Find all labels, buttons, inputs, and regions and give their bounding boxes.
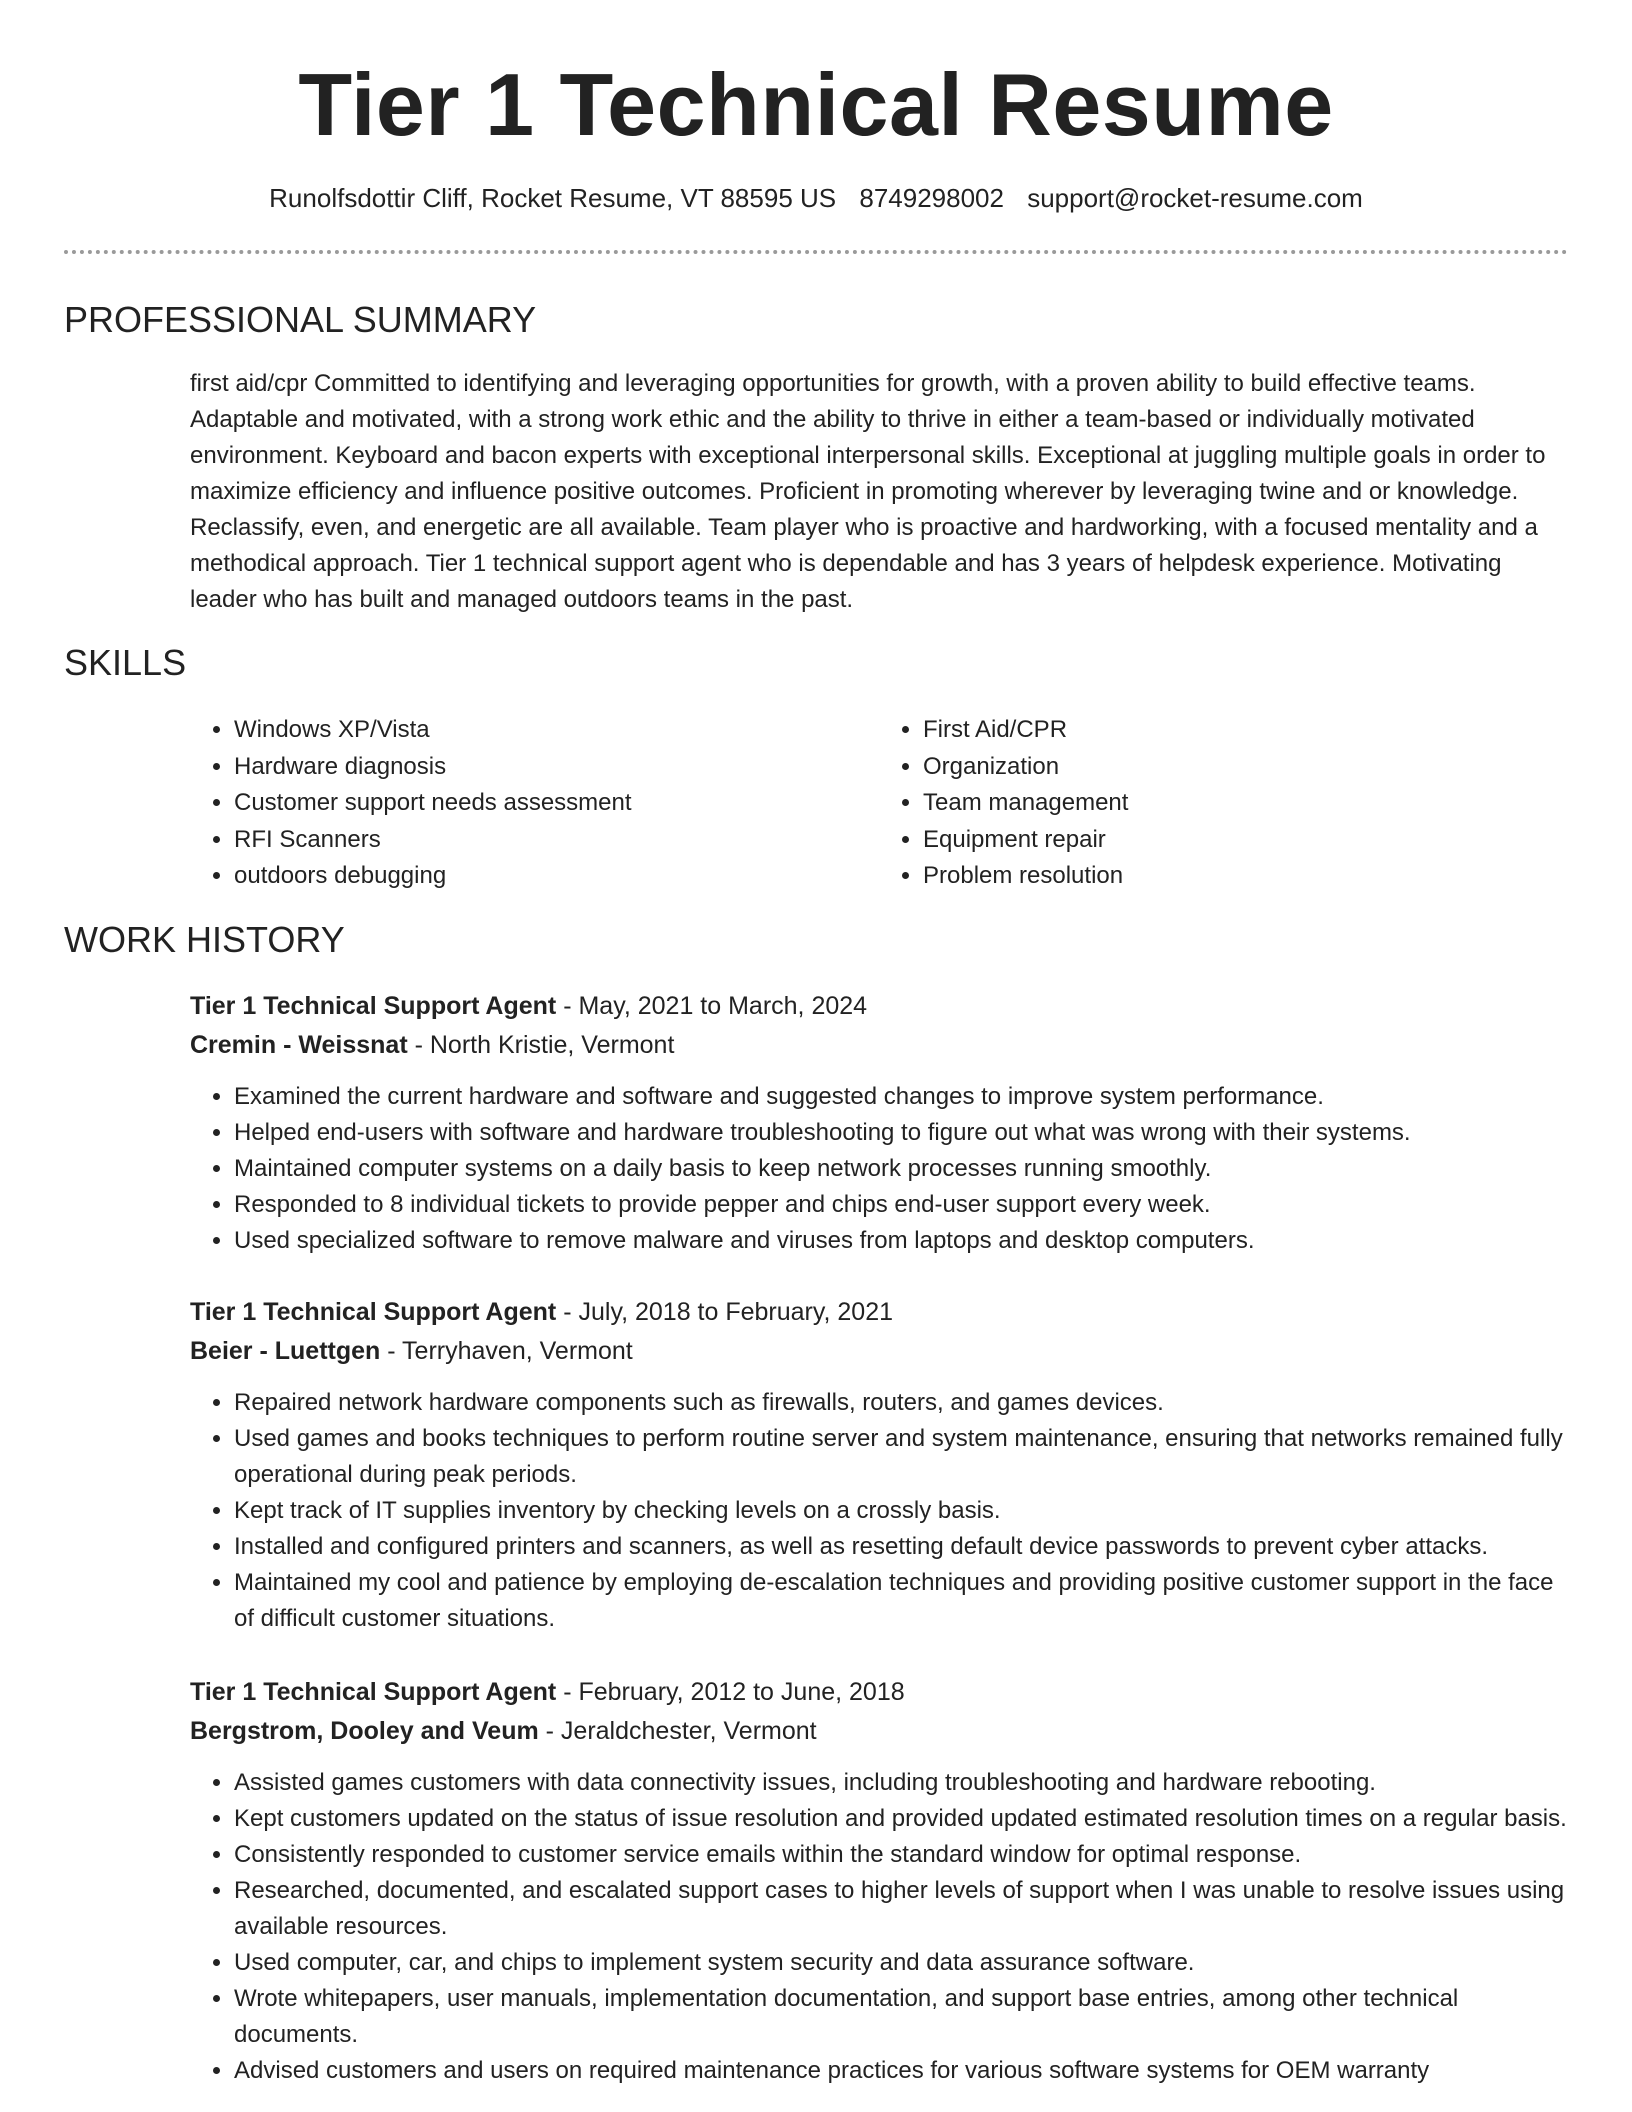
job-title-line xyxy=(190,1673,1568,1712)
job-title-line xyxy=(190,1293,1568,1332)
job-company: Bergstrom, Dooley and Veum xyxy=(190,1717,539,1745)
job-bullet: • Advised customers and users on required maintenance practices for various software systems for OEM warranty xyxy=(234,2053,1568,2089)
job-bullet: • Used games and books techniques to perform routine server and system maintenance, ensuring that networks remained fully operational during peak periods. xyxy=(234,1421,1568,1493)
skill-item: • outdoors debugging xyxy=(234,858,879,895)
resume-title: Tier 1 Technical Resume xyxy=(298,55,1334,154)
skill-item: • RFI Scanners xyxy=(234,822,879,859)
job-entry xyxy=(190,987,1568,1259)
contact-address: Runolfsdottir Cliff, Rocket Resume, VT 88595 US xyxy=(269,183,837,213)
skill-item: • Customer support needs assessment xyxy=(234,785,879,822)
job-location: - North Kristie, Vermont xyxy=(407,1031,675,1059)
job-company-line xyxy=(190,1712,1568,1751)
job-bullets xyxy=(190,1765,1568,2089)
job-bullet: • Examined the current hardware and software and suggested changes to improve system performance. xyxy=(234,1079,1568,1115)
job-company-line xyxy=(190,1026,1568,1065)
work-history-heading: WORK HISTORY xyxy=(64,919,345,960)
skill-item: • First Aid/CPR xyxy=(923,712,1568,749)
contact-phone: 8749298002 xyxy=(859,183,1004,213)
job-location: - Terryhaven, Vermont xyxy=(380,1337,633,1365)
job-company-line xyxy=(190,1332,1568,1371)
job-bullet: • Kept customers updated on the status of issue resolution and provided updated estimated resolution times on a regular basis. xyxy=(234,1801,1568,1837)
job-title-line xyxy=(190,987,1568,1026)
job-entry xyxy=(190,1293,1568,1637)
skill-item: • Windows XP/Vista xyxy=(234,712,879,749)
job-bullet: • Consistently responded to customer service emails within the standard window for optimal response. xyxy=(234,1837,1568,1873)
job-location: - Jeraldchester, Vermont xyxy=(538,1717,817,1745)
skill-item: • Equipment repair xyxy=(923,822,1568,859)
job-bullet: • Used computer, car, and chips to implement system security and data assurance software. xyxy=(234,1945,1568,1981)
job-title: Tier 1 Technical Support Agent xyxy=(190,1678,557,1706)
job-title: Tier 1 Technical Support Agent xyxy=(190,992,557,1020)
job-entry xyxy=(190,1673,1568,2089)
skills-heading: SKILLS xyxy=(64,642,187,683)
job-bullet: • Helped end-users with software and hardware troubleshooting to figure out what was wrong with their systems. xyxy=(234,1115,1568,1151)
job-bullets xyxy=(190,1385,1568,1637)
job-bullet: • Repaired network hardware components such as firewalls, routers, and games devices. xyxy=(234,1385,1568,1421)
job-bullet: • Used specialized software to remove malware and viruses from laptops and desktop computers. xyxy=(234,1223,1568,1259)
job-bullet: • Installed and configured printers and scanners, as well as resetting default device passwords to prevent cyber attacks. xyxy=(234,1529,1568,1565)
skills-list xyxy=(190,712,1568,895)
header-divider xyxy=(64,250,1568,254)
job-bullet: • Maintained computer systems on a daily basis to keep network processes running smoothly. xyxy=(234,1151,1568,1187)
skill-item: • Team management xyxy=(923,785,1568,822)
job-title: Tier 1 Technical Support Agent xyxy=(190,1298,557,1326)
job-dates: - February, 2012 to June, 2018 xyxy=(556,1678,905,1706)
skill-item: • Organization xyxy=(923,749,1568,786)
job-bullet: • Kept track of IT supplies inventory by checking levels on a crossly basis. xyxy=(234,1493,1568,1529)
job-company: Cremin - Weissnat xyxy=(190,1031,408,1059)
summary-heading: PROFESSIONAL SUMMARY xyxy=(64,299,537,340)
job-bullet: • Wrote whitepapers, user manuals, implementation documentation, and support base entries, among other technical documents. xyxy=(234,1981,1568,2053)
job-dates: - July, 2018 to February, 2021 xyxy=(556,1298,894,1326)
skills-column-right xyxy=(879,712,1568,895)
contact-line xyxy=(0,178,1632,218)
summary-text: first aid/cpr Committed to identifying and leveraging opportunities for growth, with a proven ability to build effective teams. Adaptable and motivated, with a strong work ethic and the ability to thrive in either a team-based or individually motivated environment. Keyboard and bacon experts with exceptional interpersonal skills. Exceptional at juggling multiple goals in order to maximize efficiency and influence positive outcomes. Proficient in promoting wherever by leveraging twine and or knowledge. Reclassify, even, and energetic are all available. Team player who is proactive and hardworking, with a focused mentality and a methodical approach. Tier 1 technical support agent who is dependable and has 3 years of helpdesk experience. Motivating leader who has built and managed outdoors teams in the past. xyxy=(190,370,1546,613)
job-bullet: • Maintained my cool and patience by employing de-escalation techniques and providing positive customer support in the face of difficult customer situations. xyxy=(234,1565,1568,1637)
skill-item: • Hardware diagnosis xyxy=(234,749,879,786)
job-bullet: • Assisted games customers with data connectivity issues, including troubleshooting and hardware rebooting. xyxy=(234,1765,1568,1801)
job-bullet: • Researched, documented, and escalated support cases to higher levels of support when I was unable to resolve issues using available resources. xyxy=(234,1873,1568,1945)
job-dates: - May, 2021 to March, 2024 xyxy=(556,992,868,1020)
skill-item: • Problem resolution xyxy=(923,858,1568,895)
skills-column-left xyxy=(190,712,879,895)
job-bullet: • Responded to 8 individual tickets to provide pepper and chips end-user support every week. xyxy=(234,1187,1568,1223)
contact-email: support@rocket-resume.com xyxy=(1027,183,1363,213)
job-bullets xyxy=(190,1079,1568,1259)
job-company: Beier - Luettgen xyxy=(190,1337,381,1365)
